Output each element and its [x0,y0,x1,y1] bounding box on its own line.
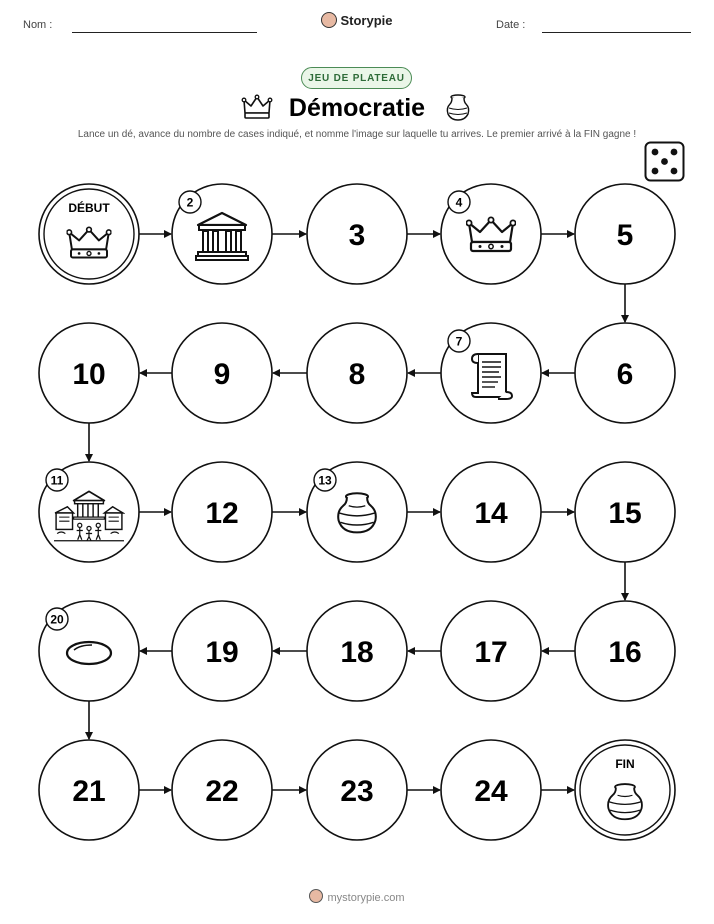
brand-name: Storypie [340,13,393,28]
space-number: 11 [50,473,64,488]
space-number: 2 [186,195,194,210]
board-space [441,323,541,423]
game-type-badge: JEU DE PLATEAU [301,67,412,89]
board-space [441,601,541,701]
space-number: 5 [616,219,634,252]
board-space [441,462,541,562]
board-space [39,740,139,840]
space-number: 23 [340,775,374,808]
end-space [575,740,675,840]
board-space [441,184,541,284]
space-number: 12 [205,497,239,530]
board-space [575,462,675,562]
space-number: 16 [608,636,642,669]
board-space [307,740,407,840]
space-number: 18 [340,636,374,669]
board-space [39,323,139,423]
start-space [39,184,139,284]
bear-icon [309,889,323,903]
board-space [172,184,272,284]
board-space [172,323,272,423]
space-number: 8 [348,358,366,391]
space-number: 20 [50,612,64,627]
footer-url: mystorypie.com [327,892,405,904]
space-number: 7 [455,334,463,349]
space-number: 13 [318,473,332,488]
board-space [39,462,139,562]
space-number: 22 [205,775,239,808]
page-title: Démocratie [288,94,426,122]
space-number: 24 [474,775,508,808]
footer [0,889,714,904]
board-space [441,740,541,840]
space-number: 19 [205,636,239,669]
board-space [172,601,272,701]
board-space [172,740,272,840]
date-label: Date : [496,19,526,31]
space-number: 15 [608,497,642,530]
space-number: 3 [348,219,366,252]
space-number: 21 [72,775,106,808]
board-space [575,323,675,423]
space-number: 4 [455,195,463,210]
space-number: 9 [213,358,231,391]
board-space [172,462,272,562]
board-space [307,462,407,562]
space-number: 17 [474,636,508,669]
space-number: 14 [474,497,508,530]
board-space [307,184,407,284]
board-space [39,601,139,701]
space-number: 6 [616,358,634,391]
start-label: DÉBUT [68,201,110,215]
end-label: FIN [615,757,635,771]
board-space [575,184,675,284]
name-label: Nom : [23,19,53,31]
space-number: 10 [72,358,106,391]
board-space [307,601,407,701]
board-space [575,601,675,701]
instructions-text: Lance un dé, avance du nombre de cases indiqué, et nomme l'image sur laquelle tu arrives. Le premier arrivé à la FIN gagne ! [77,129,637,140]
scroll-icon [472,354,512,399]
pebble-icon [67,642,111,664]
board-space [307,323,407,423]
